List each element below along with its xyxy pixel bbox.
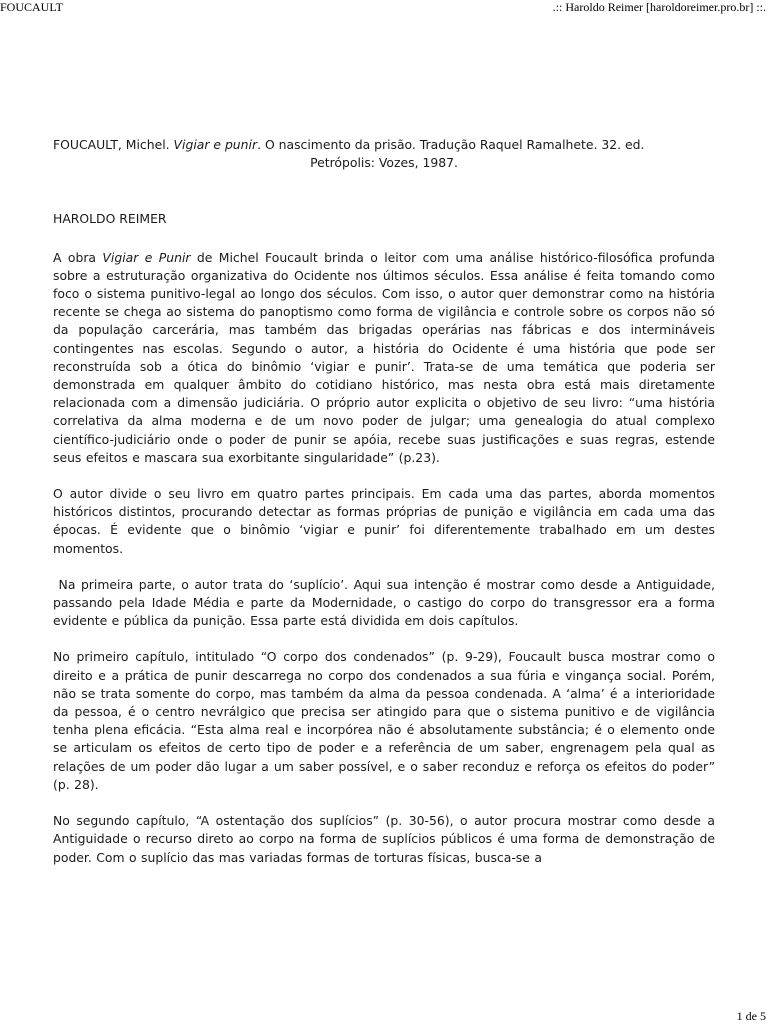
page-header-title: FOUCAULT — [0, 0, 63, 14]
paragraph-1-book-title: Vigiar e Punir — [102, 249, 191, 265]
paragraph-3-text: Na primeira parte, o autor trata do ‘suplício’. Aqui sua intenção é mostrar como desde a Antiguidade, passando pela Idade Média e parte da Modernidade, o castigo do corpo do transgressor era a forma evidente e pública da punição. Essa parte está dividida em dois capítulos. — [53, 576, 715, 629]
document-body — [53, 136, 715, 885]
review-author: HAROLDO REIMER — [53, 211, 167, 227]
bibliographic-reference — [53, 136, 715, 154]
page-number: 1 de 5 — [736, 1009, 766, 1023]
page-header-site: .:: Haroldo Reimer [haroldoreimer.pro.br] ::. — [552, 0, 766, 14]
paragraph-5: No segundo capítulo, “A ostentação dos suplícios” (p. 30-56), o autor procura mostrar como desde a Antiguidade o recurso direto ao corpo na forma de suplícios públicos é uma forma de demonstração de poder. Com o suplício das mas variadas formas de torturas físicas, busca-se a — [53, 813, 715, 865]
paragraph-1-start: A obra — [53, 249, 103, 265]
paragraph-4: No primeiro capítulo, intitulado “O corpo dos condenados” (p. 9-29), Foucault busca mostrar como o direito e a prática de punir descarrega no corpo dos condenados a sua fúria e vingança social. Porém, não se trata somente do corpo, mas também da alma da pessoa condenada. A ‘alma’ é a interioridade da pessoa, é o centro nevrálgico que precisa ser atingido para que o sistema punitivo e de vigilância tenha plena eficácia. “Esta alma real e incorpórea não é absolutamente substância; é o elemento onde se articulam os efeitos de certo tipo de poder e a referência de um saber, engrenagem pela qual as relações de um poder dão lugar a um saber possível, e o saber reconduz e reforça os efeitos do poder” (p. 28). — [53, 649, 715, 792]
paragraph-3 — [53, 576, 715, 631]
paragraph-2: O autor divide o seu livro em quatro partes principais. Em cada uma das partes, aborda momentos históricos distintos, procurando detectar as formas próprias de punição e vigilância em cada uma das épocas. É evidente que o binômio ‘vigiar e punir’ foi diferentemente trabalhado em um destes momentos. — [53, 486, 715, 556]
paragraph-1 — [53, 249, 715, 467]
reference-details: . O nascimento da prisão. Tradução Raquel Ramalhete. 32. ed. — [257, 137, 645, 152]
reference-book-title: Vigiar e punir — [173, 137, 258, 152]
reference-author: FOUCAULT, Michel. — [53, 137, 174, 152]
paragraph-1-rest: de Michel Foucault brinda o leitor com uma análise histórico-filosófica profunda sobre a estruturação organizativa do Ocidente nos últimos séculos. Essa análise é feita tomando como foco o sistema punitivo-legal ao longo dos séculos. Com isso, o autor quer demonstrar como na história recente se chega ao sistema do panoptismo como forma de vigilância e controle sobre os corpos não só da população carcerária, mas também das brigadas operárias nas fábricas e dos intermináveis contingentes nas escolas. Segundo o autor, a história do Ocidente é uma história que pode ser reconstruída sob a ótica do binômio ‘vigiar e punir’. Trata-se de uma temática que poderia ser demonstrada em qualquer âmbito do cotidiano histórico, mas nesta obra está mais diretamente relacionada com a dimensão judiciária. O próprio autor explicita o objetivo de seu livro: “uma história correlativa da alma moderna e de um novo poder de julgar; uma genealogia do atual complexo científico-judiciário onde o poder de punir se apóia, recebe suas justificações e suas regras, estende seus efeitos e mascara sua exorbitante singularidade” (p.23). — [53, 249, 715, 465]
reference-publisher: Petrópolis: Vozes, 1987. — [310, 155, 458, 171]
